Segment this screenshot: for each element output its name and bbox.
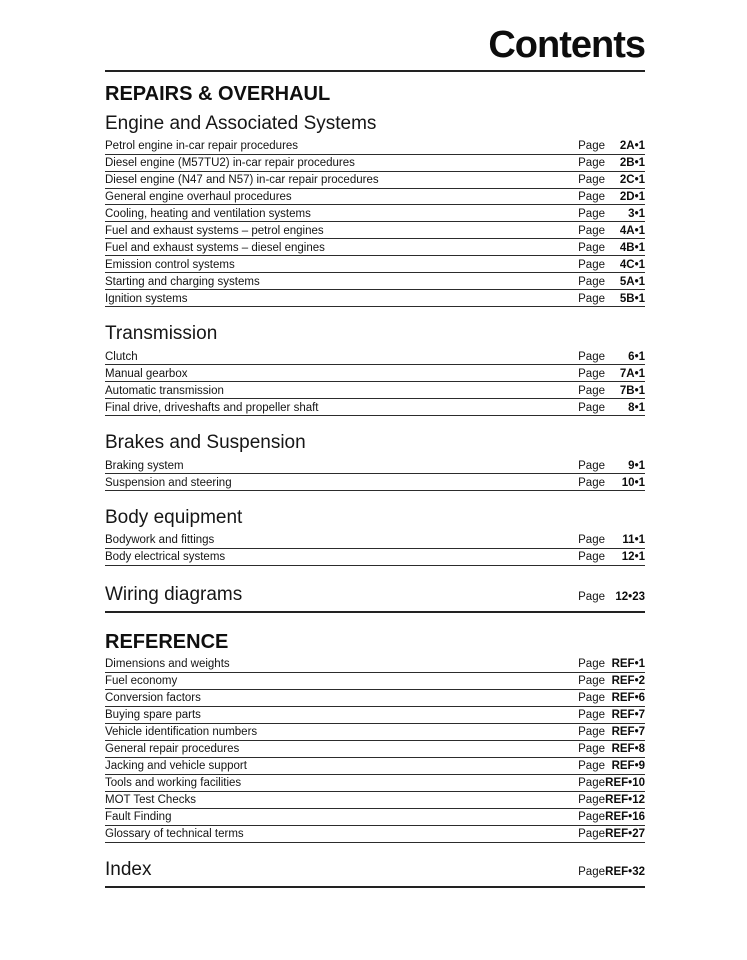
toc-entry-row	[105, 348, 645, 365]
entry-label: Vehicle identification numbers	[105, 726, 258, 739]
page-word: Page	[578, 777, 605, 790]
page-word: Page	[578, 828, 605, 841]
page-cell	[578, 743, 645, 755]
page-cell	[578, 477, 645, 489]
toc-entry-row	[105, 365, 645, 382]
page-cell	[578, 551, 645, 563]
entry-label: Final drive, driveshafts and propeller shaft	[105, 401, 319, 414]
page-number: REF•16	[605, 811, 645, 824]
entry-label: Buying spare parts	[105, 709, 201, 722]
page-cell	[578, 675, 645, 687]
entry-label: Glossary of technical terms	[105, 828, 244, 841]
toc-entry-row	[105, 222, 645, 239]
entry-label: Suspension and steering	[105, 476, 232, 489]
entry-label: General engine overhaul procedures	[105, 190, 292, 203]
page-number: 2D•1	[619, 190, 645, 203]
toc-entry-row	[105, 549, 645, 566]
page-word: Page	[578, 794, 605, 807]
page-cell	[578, 591, 645, 603]
page-cell	[578, 259, 645, 271]
toc-entry-row	[105, 205, 645, 222]
page-number: REF•10	[605, 777, 645, 790]
page-cell	[578, 242, 645, 254]
page-number: REF•9	[611, 760, 645, 773]
section-heading-engine: Engine and Associated Systems	[105, 112, 377, 134]
page-number: 2C•1	[619, 173, 645, 186]
entry-label: Fault Finding	[105, 811, 172, 824]
page-cell	[578, 351, 645, 363]
page-cell	[578, 174, 645, 186]
page-word: Page	[578, 275, 605, 288]
page-cell	[578, 140, 645, 152]
section-index	[105, 859, 645, 888]
toc-entry-row	[105, 690, 645, 707]
page-number: 5B•1	[619, 292, 645, 305]
page-cell	[578, 276, 645, 288]
entry-label: Automatic transmission	[105, 384, 224, 397]
page-number: 4B•1	[619, 241, 645, 254]
page-cell	[578, 157, 645, 169]
page-cell	[578, 828, 645, 840]
entry-label: Clutch	[105, 350, 138, 363]
page-word: Page	[578, 384, 605, 397]
page-word: Page	[578, 760, 605, 773]
page-number: 12•23	[615, 591, 645, 604]
section-body-equipment	[105, 507, 645, 566]
toc-entry-row	[105, 189, 645, 206]
toc-entry-row	[105, 656, 645, 673]
entry-label: Manual gearbox	[105, 367, 188, 380]
contents-page	[105, 24, 645, 888]
page-number: REF•2	[611, 675, 645, 688]
page-word: Page	[578, 292, 605, 305]
page-cell	[578, 777, 645, 789]
page-word: Page	[578, 658, 605, 671]
entry-label: MOT Test Checks	[105, 794, 196, 807]
entry-label: Starting and charging systems	[105, 275, 260, 288]
toc-entry-row	[105, 172, 645, 189]
page-cell	[578, 811, 645, 823]
section-heading-transmission: Transmission	[105, 323, 218, 345]
page-cell	[578, 402, 645, 414]
part-title-repairs: REPAIRS & OVERHAUL	[105, 82, 331, 105]
toc-entry-row	[105, 155, 645, 172]
page-word: Page	[578, 350, 605, 363]
page-number: 6•1	[628, 350, 645, 363]
toc-entry-row	[105, 724, 645, 741]
section-heading-body-equipment: Body equipment	[105, 507, 243, 529]
toc-entry-row	[105, 239, 645, 256]
page-word: Page	[578, 190, 605, 203]
toc-entry-row	[105, 457, 645, 474]
page-word: Page	[578, 139, 605, 152]
page-word: Page	[578, 207, 605, 220]
page-cell	[578, 208, 645, 220]
page-word: Page	[578, 811, 605, 824]
toc-entry-row	[105, 809, 645, 826]
section-reference	[105, 656, 645, 843]
entry-label: Fuel economy	[105, 675, 178, 688]
page-cell	[578, 794, 645, 806]
toc-entry-row	[105, 256, 645, 273]
page-word: Page	[578, 476, 605, 489]
section-transmission	[105, 323, 645, 416]
entry-label: Conversion factors	[105, 692, 201, 705]
page-number: 9•1	[628, 459, 645, 472]
page-word: Page	[578, 743, 605, 756]
page-number: REF•8	[611, 743, 645, 756]
page-word: Page	[578, 692, 605, 705]
entry-label: Cooling, heating and ventilation systems	[105, 207, 311, 220]
entry-label: Fuel and exhaust systems – petrol engines	[105, 224, 324, 237]
page-word: Page	[578, 534, 605, 547]
page-word: Page	[578, 224, 605, 237]
toc-entry-row	[105, 775, 645, 792]
entry-label: Dimensions and weights	[105, 658, 230, 671]
entry-label: Petrol engine in-car repair procedures	[105, 139, 299, 152]
page-number: REF•6	[611, 692, 645, 705]
toc-entry-row	[105, 758, 645, 775]
page-word: Page	[578, 709, 605, 722]
entry-label: Diesel engine (M57TU2) in-car repair procedures	[105, 156, 355, 169]
page-title: Contents	[488, 24, 645, 66]
page-number: 4C•1	[619, 258, 645, 271]
section-heading-brakes: Brakes and Suspension	[105, 432, 306, 454]
page-word: Page	[578, 459, 605, 472]
page-number: 7A•1	[619, 367, 645, 380]
toc-entry-row	[105, 673, 645, 690]
entry-label: Tools and working facilities	[105, 777, 242, 790]
toc-entry-row	[105, 792, 645, 809]
page-cell	[578, 225, 645, 237]
page-cell	[578, 368, 645, 380]
page-cell	[578, 460, 645, 472]
entry-label: Bodywork and fittings	[105, 534, 215, 547]
page-word: Page	[578, 156, 605, 169]
page-cell	[578, 692, 645, 704]
page-number: REF•12	[605, 794, 645, 807]
entry-label: General repair procedures	[105, 743, 240, 756]
page-number: 3•1	[628, 207, 645, 220]
page-number: REF•1	[611, 658, 645, 671]
toc-entry-row	[105, 532, 645, 549]
toc-entry-row	[105, 474, 645, 491]
page-cell	[578, 534, 645, 546]
page-number: REF•32	[605, 866, 645, 879]
masthead	[105, 24, 645, 72]
page-number: 5A•1	[619, 275, 645, 288]
section-heading-wiring-diagrams: Wiring diagrams	[105, 584, 243, 606]
entry-label: Jacking and vehicle support	[105, 760, 247, 773]
toc-entry-row	[105, 741, 645, 758]
page-number: REF•7	[611, 709, 645, 722]
page-word: Page	[578, 258, 605, 271]
page-number: 8•1	[628, 401, 645, 414]
entry-label: Emission control systems	[105, 258, 235, 271]
page-word: Page	[578, 367, 605, 380]
entry-label: Body electrical systems	[105, 551, 226, 564]
section-engine	[105, 113, 645, 308]
page-word: Page	[578, 866, 605, 879]
toc-entry-row	[105, 707, 645, 724]
page-number: REF•7	[611, 726, 645, 739]
entry-label: Fuel and exhaust systems – diesel engines	[105, 241, 325, 254]
section-brakes	[105, 432, 645, 491]
page-cell	[578, 726, 645, 738]
page-number: 12•1	[621, 551, 645, 564]
toc-entry-row	[105, 826, 645, 843]
page-cell	[578, 293, 645, 305]
page-number: 11•1	[622, 534, 645, 547]
toc-entry-row	[105, 382, 645, 399]
page-cell	[578, 385, 645, 397]
section-heading-index: Index	[105, 859, 152, 881]
entry-label: Braking system	[105, 459, 184, 472]
part-title-reference: REFERENCE	[105, 631, 229, 654]
entry-label: Diesel engine (N47 and N57) in-car repair procedures	[105, 173, 379, 186]
section-wiring-diagrams	[105, 584, 645, 613]
page-cell	[578, 658, 645, 670]
entry-label: Ignition systems	[105, 292, 188, 305]
page-number: REF•27	[605, 828, 645, 841]
toc-entry-row	[105, 273, 645, 290]
page-cell	[578, 709, 645, 721]
page-word: Page	[578, 401, 605, 414]
page-number: 2A•1	[619, 139, 645, 152]
page-word: Page	[578, 726, 605, 739]
page-number: 7B•1	[619, 384, 645, 397]
page-cell	[578, 760, 645, 772]
page-word: Page	[578, 551, 605, 564]
page-word: Page	[578, 591, 605, 604]
page-word: Page	[578, 173, 605, 186]
page-word: Page	[578, 675, 605, 688]
page-cell	[578, 191, 645, 203]
page-cell	[578, 866, 645, 878]
page-number: 4A•1	[619, 224, 645, 237]
toc-entry-row	[105, 290, 645, 307]
toc-entry-row	[105, 138, 645, 155]
page-word: Page	[578, 241, 605, 254]
page-number: 10•1	[621, 476, 645, 489]
toc-entry-row	[105, 399, 645, 416]
page-number: 2B•1	[619, 156, 645, 169]
